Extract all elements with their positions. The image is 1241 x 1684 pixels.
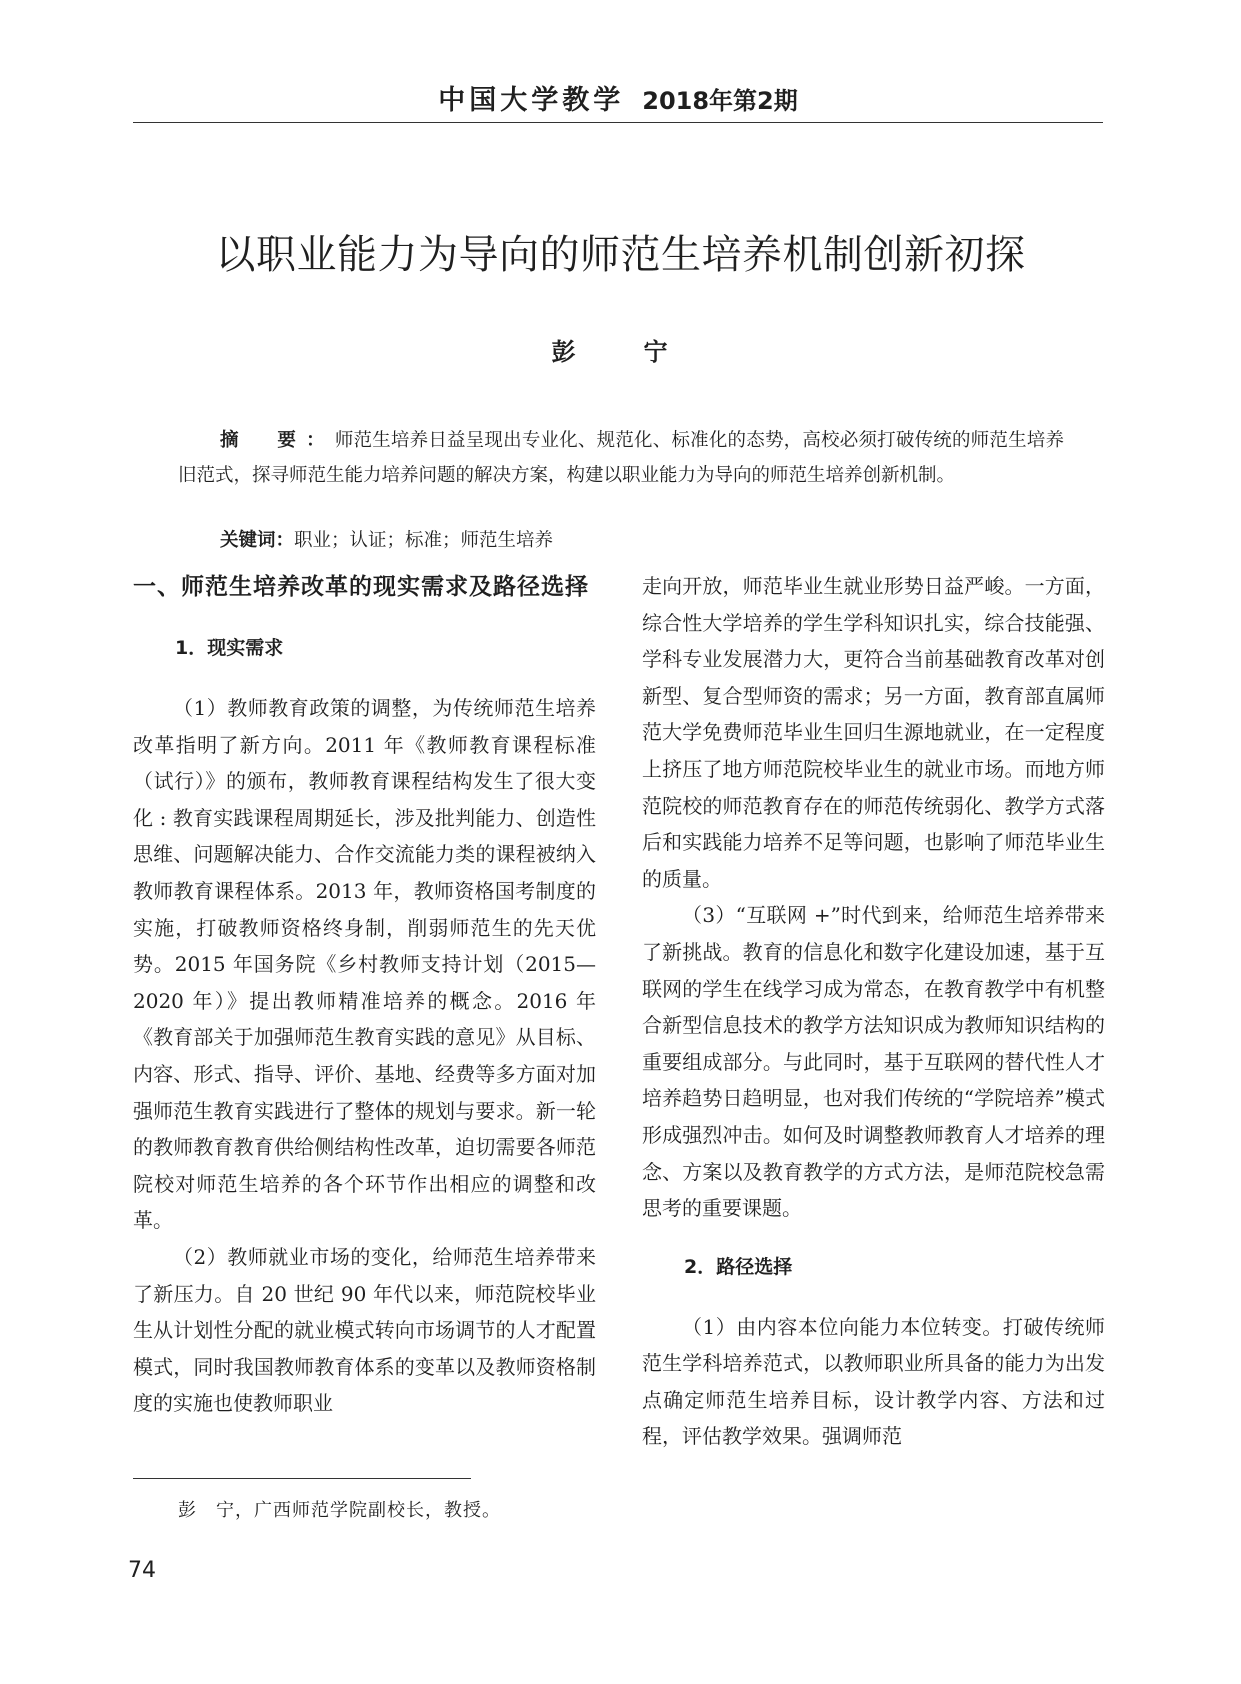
journal-name: 中国大学教学: [438, 85, 625, 116]
paragraph-policy: （1）教师教育政策的调整，为传统师范生培养改革指明了新方向。2011 年《教师教育课程标准（试行）》的颁布，教师教育课程结构发生了很大变化 : 教育实践课程周期延长，涉及批判能力、创造性思维、问题解决能力、合作交流能力类的课程被纳入教师教育课程体系。2013 年，教师资格国考制度的实施，打破教师资格终身制，削弱师范生的先天优势。2015 年国务院《乡村教师支持计划（2015—2020 年）》提出教师精准培养的概念。2016 年《教育部关于加强师范生教育实践的意见》从目标、内容、形式、指导、评价、基地、经费等多方面对加强师范生教育实践进行了整体的规划与要求。新一轮的教师教育教育供给侧结构性改革，迫切需要各师范院校对师范生培养的各个环节作出相应的调整和改革。: [133, 696, 596, 1233]
paragraph-job-market-continued: 走向开放，师范毕业生就业形势日益严峻。一方面，综合性大学培养的学生学科知识扎实，综合技能强、学科专业发展潜力大，更符合当前基础教育改革对创新型、复合型师资的需求；另一方面，教育部直属师范大学免费师范毕业生回归生源地就业，在一定程度上挤压了地方师范院校毕业生的就业市场。而地方师范院校的师范教育存在的师范传统弱化、教学方式落后和实践能力培养不足等问题，也影响了师范毕业生的质量。: [642, 574, 1105, 891]
keywords-text: 职业；认证；标准；师范生培养: [294, 529, 554, 551]
author-footnote: 彭 宁，广西师范学院副校长，教授。: [178, 1500, 501, 1521]
abstract: [178, 423, 1064, 493]
article-author: 彭 宁: [551, 337, 690, 366]
paragraph-internet: （3）“互联网 +”时代到来，给师范生培养带来了新挑战。教育的信息化和数字化建设加速，基于互联网的学生在线学习成为常态，在教育教学中有机整合新型信息技术的教学方法知识成为教师知识结构的重要组成部分。与此同时，基于互联网的替代性人才培养趋势日趋明显，也对我们传统的“学院培养”模式形成强烈冲击。如何及时调整教师教育人才培养的理念、方案以及教育教学的方式方法，是师范院校急需思考的重要课题。: [642, 903, 1105, 1221]
journal-issue: 2018年第2期: [642, 87, 798, 115]
footnote-divider: [133, 1478, 471, 1479]
sub-heading-path-selection: 2．路径选择: [684, 1255, 793, 1278]
abstract-text: 师范生培养日益呈现出专业化、规范化、标准化的态势，高校必须打破传统的师范生培养旧范式，探寻师范生能力培养问题的解决方案，构建以职业能力为导向的师范生培养创新机制。: [178, 429, 1064, 486]
paragraph-ability-based: （1）由内容本位向能力本位转变。打破传统师范生学科培养范式，以教师职业所具备的能力为出发点确定师范生培养目标，设计教学内容、方法和过程，评估教学效果。强调师范: [642, 1314, 1105, 1449]
paragraph-job-market: （2）教师就业市场的变化，给师范生培养带来了新压力。自 20 世纪 90 年代以来，师范院校毕业生从计划性分配的就业模式转向市场调节的人才配置模式，同时我国教师教育体系的变革以及教师资格制度的实施也使教师职业: [133, 1244, 596, 1416]
right-column: [642, 568, 1105, 1455]
sub-heading-reality-needs: 1．现实需求: [175, 637, 284, 659]
left-column: [133, 568, 596, 1422]
section-heading: 一、师范生培养改革的现实需求及路径选择: [133, 574, 589, 600]
keywords: [220, 523, 1070, 558]
article-title: 以职业能力为导向的师范生培养机制创新初探: [215, 231, 1026, 278]
page-number: 74: [128, 1558, 156, 1583]
abstract-label: 摘 要：: [220, 429, 335, 451]
journal-header: [133, 78, 1103, 123]
keywords-label: 关键词：: [220, 529, 295, 551]
